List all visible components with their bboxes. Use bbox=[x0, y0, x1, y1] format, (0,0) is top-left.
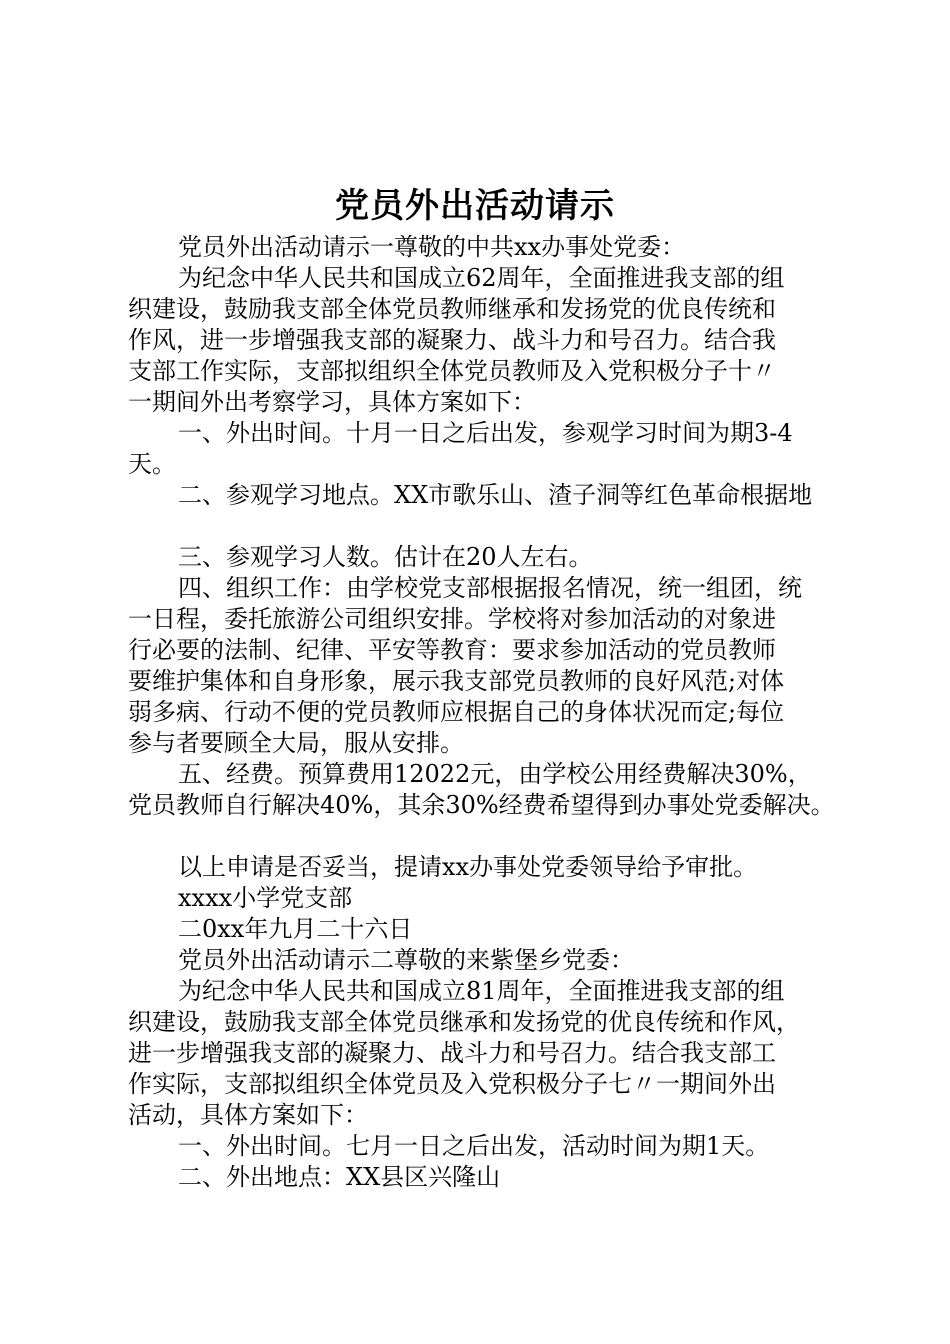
salutation-1: 党员外出活动请示一尊敬的中共xx办事处党委： bbox=[178, 233, 686, 261]
document-title: 党员外出活动请示 bbox=[335, 186, 615, 226]
paragraph-line: 支部工作实际，支部拟组织全体党员教师及入党积极分子十〃 bbox=[128, 357, 776, 385]
paragraph-line: 天。 bbox=[128, 450, 176, 478]
paragraph-line: 织建设，鼓励我支部全体党员教师继承和发扬党的优良传统和 bbox=[128, 295, 776, 323]
paragraph-line: 作风，进一步增强我支部的凝聚力、战斗力和号召力。结合我 bbox=[128, 326, 776, 354]
paragraph-line: 进一步增强我支部的凝聚力、战斗力和号召力。结合我支部工 bbox=[128, 1039, 776, 1067]
paragraph-line: 党员教师自行解决40%，其余30%经费希望得到办事处党委解决。 bbox=[128, 791, 835, 819]
paragraph-line: 弱多病、行动不便的党员教师应根据自己的身体状况而定;每位 bbox=[128, 698, 785, 726]
paragraph-line: 一期间外出考察学习，具体方案如下： bbox=[128, 388, 536, 416]
blank-line bbox=[128, 821, 848, 852]
paragraph-line: 为纪念中华人民共和国成立81周年，全面推进我支部的组 bbox=[178, 977, 785, 1005]
paragraph-line: 参与者要顾全大局，服从安排。 bbox=[128, 729, 464, 757]
paragraph-line: 行必要的法制、纪律、平安等教育：要求参加活动的党员教师 bbox=[128, 636, 776, 664]
paragraph-line: 要维护集体和自身形象，展示我支部党员教师的良好风范;对体 bbox=[128, 667, 785, 695]
paragraph-line: 一、外出时间。七月一日之后出发，活动时间为期1天。 bbox=[178, 1132, 770, 1160]
paragraph-line: 织建设，鼓励我支部全体党员继承和发扬党的优良传统和作风， bbox=[128, 1008, 800, 1036]
signature-date: 二0xx年九月二十六日 bbox=[178, 915, 413, 943]
paragraph-line: 为纪念中华人民共和国成立62周年，全面推进我支部的组 bbox=[178, 264, 785, 292]
paragraph-line: 一、外出时间。十月一日之后出发，参观学习时间为期3-4 bbox=[178, 419, 793, 447]
paragraph-line: 三、参观学习人数。估计在20人左右。 bbox=[178, 543, 593, 571]
paragraph-line: 五、经费。预算费用12022元，由学校公用经费解决30%， bbox=[178, 760, 812, 788]
paragraph-line: 四、组织工作：由学校党支部根据报名情况，统一组团，统 bbox=[178, 574, 802, 602]
salutation-2: 党员外出活动请示二尊敬的来紫堡乡党委： bbox=[178, 946, 634, 974]
blank-line bbox=[128, 511, 848, 542]
paragraph-line: 活动，具体方案如下： bbox=[128, 1101, 368, 1129]
paragraph-line: 一日程，委托旅游公司组织安排。学校将对参加活动的对象进 bbox=[128, 605, 776, 633]
paragraph-line: 二、外出地点：XX县区兴隆山 bbox=[178, 1163, 501, 1191]
signature-organization: xxxx小学党支部 bbox=[178, 884, 353, 912]
paragraph-line: 作实际，支部拟组织全体党员及入党积极分子七〃一期间外出 bbox=[128, 1070, 776, 1098]
paragraph-line: 以上申请是否妥当，提请xx办事处党委领导给予审批。 bbox=[178, 853, 758, 881]
document-body bbox=[128, 232, 848, 1193]
paragraph-line: 二、参观学习地点。XX市歌乐山、渣子洞等红色革命根据地 bbox=[178, 481, 813, 509]
